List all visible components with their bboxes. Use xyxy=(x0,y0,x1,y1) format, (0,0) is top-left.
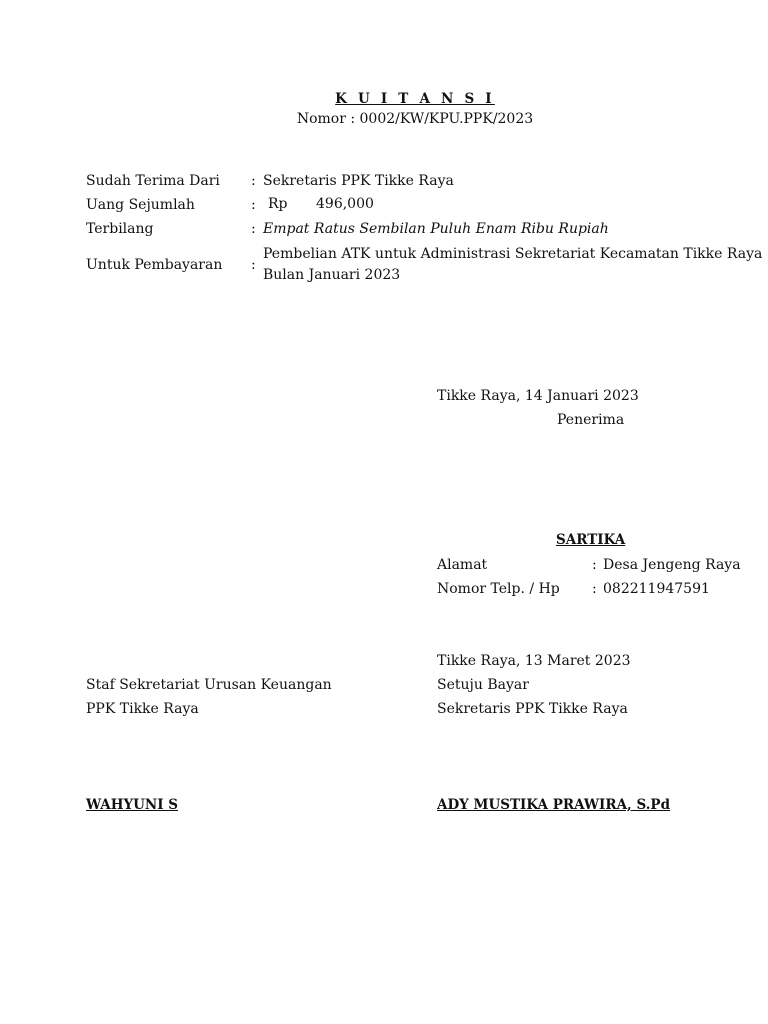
document-number: Nomor : 0002/KW/KPU.PPK/2023 xyxy=(296,111,534,127)
right-signatory-title-line2: Sekretaris PPK Tikke Raya xyxy=(437,701,628,717)
terbilang-label: Terbilang xyxy=(86,221,154,237)
alamat-value: Desa Jengeng Raya xyxy=(603,557,741,573)
receiver-role: Penerima xyxy=(557,412,625,428)
colon: : xyxy=(251,257,256,273)
telp-value: 082211947591 xyxy=(603,581,710,597)
colon: : xyxy=(251,221,256,237)
sudah-terima-dari-value: Sekretaris PPK Tikke Raya xyxy=(263,173,454,189)
sudah-terima-dari-label: Sudah Terima Dari xyxy=(86,173,220,189)
telp-label: Nomor Telp. / Hp xyxy=(437,581,560,597)
amount-value: 496,000 xyxy=(316,196,374,212)
uang-sejumlah-label: Uang Sejumlah xyxy=(86,197,195,213)
left-signatory-title-line2: PPK Tikke Raya xyxy=(86,701,199,717)
receipt-place-date: Tikke Raya, 14 Januari 2023 xyxy=(437,388,639,404)
left-signatory-title-line1: Staf Sekretariat Urusan Keuangan xyxy=(86,677,332,693)
colon: : xyxy=(251,197,256,213)
colon: : xyxy=(251,173,256,189)
untuk-pembayaran-label: Untuk Pembayaran xyxy=(86,257,223,273)
left-signatory-name: WAHYUNI S xyxy=(86,797,179,813)
approval-place-date: Tikke Raya, 13 Maret 2023 xyxy=(437,653,631,669)
untuk-pembayaran-value: Pembelian ATK untuk Administrasi Sekretariat Kecamatan Tikke Raya Bulan Januari 2023 xyxy=(263,246,763,283)
right-signatory-title-line1: Setuju Bayar xyxy=(437,677,529,693)
receiver-name: SARTIKA xyxy=(556,532,626,548)
colon: : xyxy=(592,581,597,597)
alamat-label: Alamat xyxy=(437,557,488,573)
currency-label: Rp xyxy=(268,196,288,212)
document-title: K U I T A N S I xyxy=(335,91,495,107)
colon: : xyxy=(592,557,597,573)
right-signatory-name: ADY MUSTIKA PRAWIRA, S.Pd xyxy=(437,797,671,813)
terbilang-value: Empat Ratus Sembilan Puluh Enam Ribu Rupiah xyxy=(263,221,609,237)
